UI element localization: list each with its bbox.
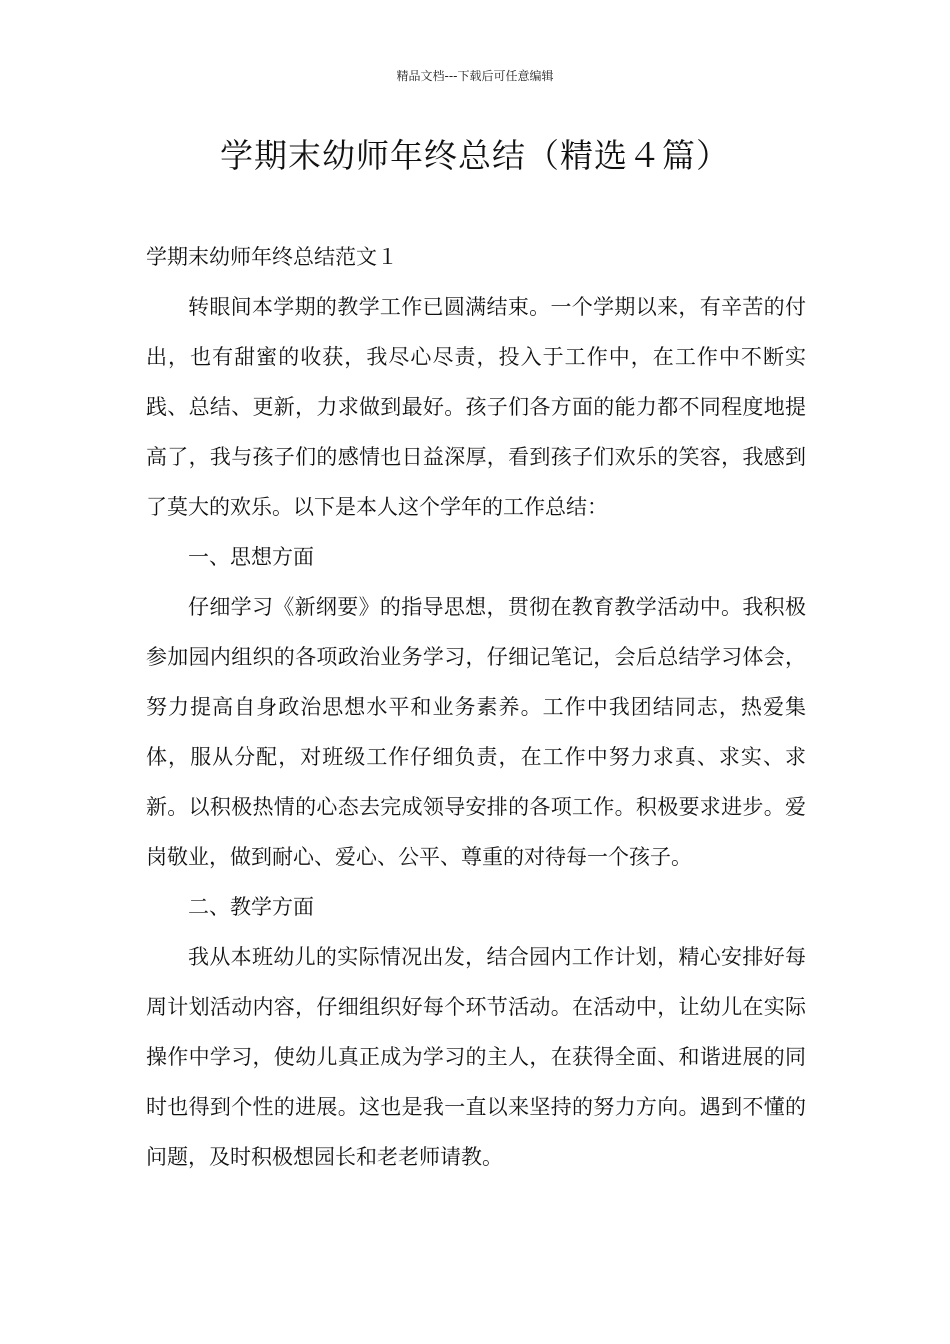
header-note: 精品文档---下载后可任意编辑 [396,69,554,83]
paragraph-ideology: 仔细学习《新纲要》的指导思想，贯彻在教育教学活动中。我积极参加园内组织的各项政治业务学习，仔细记笔记，会后总结学习体会，努力提高自身政治思想水平和业务素养。工作中我团结同志，热爱集体，服从分配，对班级工作仔细负责，在工作中努力求真、求实、求新。以积极热情的心态去完成领导安排的各项工作。积极要求进步。爱岗敬业，做到耐心、爱心、公平、尊重的对待每一个孩子。 [146,595,806,869]
document-title: 学期末幼师年终总结（精选４篇） [220,136,730,175]
document-body [146,232,806,1182]
section-heading-teaching: 二、教学方面 [188,895,314,919]
section-heading-sample-1: 学期末幼师年终总结范文１ [146,245,398,269]
section-heading-ideology: 一、思想方面 [188,545,314,569]
paragraph-teaching: 我从本班幼儿的实际情况出发，结合园内工作计划，精心安排好每周计划活动内容，仔细组织好每个环节活动。在活动中，让幼儿在实际操作中学习，使幼儿真正成为学习的主人，在获得全面、和谐进展的同时也得到个性的进展。这也是我一直以来坚持的努力方向。遇到不懂的问题，及时积极想园长和老老师请教。 [146,945,806,1169]
paragraph-intro: 转眼间本学期的教学工作已圆满结束。一个学期以来，有辛苦的付出，也有甜蜜的收获，我尽心尽责，投入于工作中，在工作中不断实践、总结、更新，力求做到最好。孩子们各方面的能力都不同程度地提高了，我与孩子们的感情也日益深厚，看到孩子们欢乐的笑容，我感到了莫大的欢乐。以下是本人这个学年的工作总结： [146,295,806,519]
